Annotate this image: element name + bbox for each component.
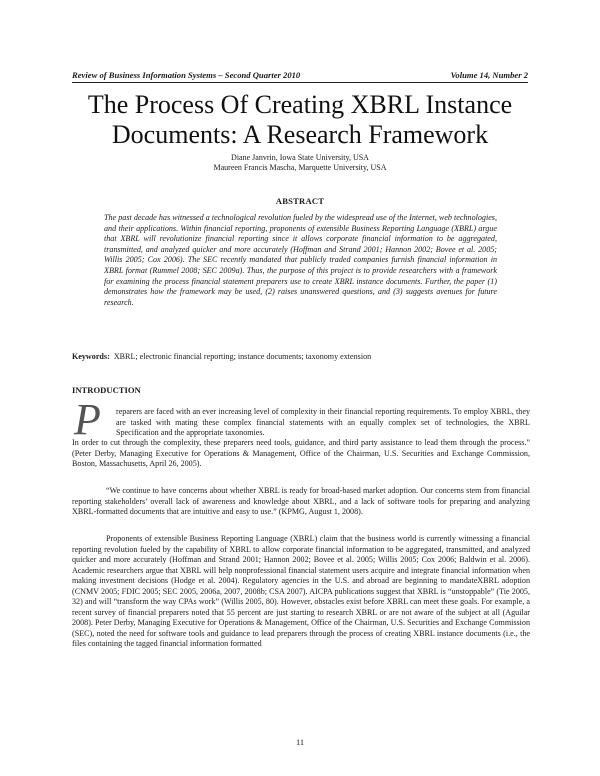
keywords-label: Keywords: [72,352,110,361]
intro-paragraph-1-rest: In order to cut through the complexity, these preparers need tools, guidance, and third party assistance to lead them through the process.” (Peter Derby, Managing Executive for Operations & Management, Office of the Chairman, U.S. Securities and Exchange Commission, Boston, Massachusetts, April 26, 2005). [72,438,530,468]
author-list [60,153,540,173]
author-1: Diane Janvrin, Iowa State University, USA [231,153,369,162]
page-number: 11 [295,738,305,747]
paper-title [60,90,540,150]
journal-name: Review of Business Information Systems – Second Quarter 2010 [72,70,301,80]
volume-number: Volume 14, Number 2 [450,70,528,80]
abstract-heading: ABSTRACT [275,196,325,206]
title-line-2: Documents: A Research Framework [111,120,489,149]
keywords [72,352,532,362]
title-line-1: The Process Of Creating XBRL Instance [87,90,513,119]
abstract-text: The past decade has witnessed a technological revolution fueled by the widespread use of the Internet, web technologies, and their applications. Within financial reporting, proponents of extensible Business Reporting Language (XBRL) argue that XBRL will revolutionize financial reporting since it allows corporate financial information to be aggregated, transmitted, and analyzed quicker and more accurately (Hoffman and Strand 2001; Hannon 2002; Bovee et al. 2005; Willis 2005; Cox 2006). The SEC recently mandated that publicly traded companies furnish financial information in XBRL format (Rummel 2008; SEC 2009a). Thus, the purpose of this project is to provide researchers with a framework for examining the process financial statement preparers use to create XBRL instance documents. Further, the paper (1) demonstrates how the framework may be used, (2) raises unanswered questions, and (3) suggests avenues for future research. [104,213,497,307]
author-2: Maureen Francis Mascha, Marquette University, USA [213,163,387,172]
intro-paragraph-3: Proponents of extensible Business Reporting Language (XBRL) claim that the business world is currently witnessing a financial reporting revolution fueled by the capability of XBRL to allow corporate financial information to be aggregated, transmitted, and analyzed quicker and more accurately (Hoffman and Strand 2001; Hannon 2002; Bovee et al. 2005; Willis 2005; Cox 2006; Baldwin et al. 2006). Academic researchers argue that XBRL will help nonprofessional financial statement users acquire and integrate financial information when making investment decisions (Hodge et al. 2004). Regulatory agencies in the U.S. and abroad are beginning to mandateXBRL adoption (CNMV 2005; FDIC 2005; SEC 2005, 2006a, 2007, 2008b; CSA 2007). AICPA publications suggest that XBRL is “unstoppable” (Tie 2005, 32) and will “transform the way CPAs work” (Willis 2005, 80). However, obstacles exist before XBRL can meet these goals. For example, a recent survey of financial preparers noted that 55 percent are just starting to research XBRL or are not aware of the subject at all (Aguilar 2008). Peter Derby, Managing Executive for Operations & Management, Office of the Chairman, U.S. Securities and Exchange Commission (SEC), noted the need for software tools and guidance to lead preparers through the process of creating XBRL instance documents (i.e., the files containing the tagged financial information formatted [72,534,530,648]
drop-cap: P [74,395,101,444]
running-header [72,70,528,80]
header-rule [72,82,528,83]
intro-paragraph-1-lead: reparers are faced with an ever increasing level of complexity in their financial reporting requirements. To employ XBRL, they are tasked with mating these complex financial statements with an equally complex set of technologies, the XBRL Specification and the appropriate taxonomies. [116,407,530,437]
keywords-text: XBRL; electronic financial reporting; instance documents; taxonomy extension [113,352,372,361]
intro-paragraph-2: “We continue to have concerns about whether XBRL is ready for broad-based market adoption. Our concerns stem from financial reporting stakeholders’ overall lack of awareness and knowledge about XBRL, and a lack of software tools for preparing and analyzing XBRL-formatted documents that are intuitive and easy to use.” (KPMG, August 1, 2008). [72,486,530,516]
section-heading-introduction: INTRODUCTION [72,385,141,395]
